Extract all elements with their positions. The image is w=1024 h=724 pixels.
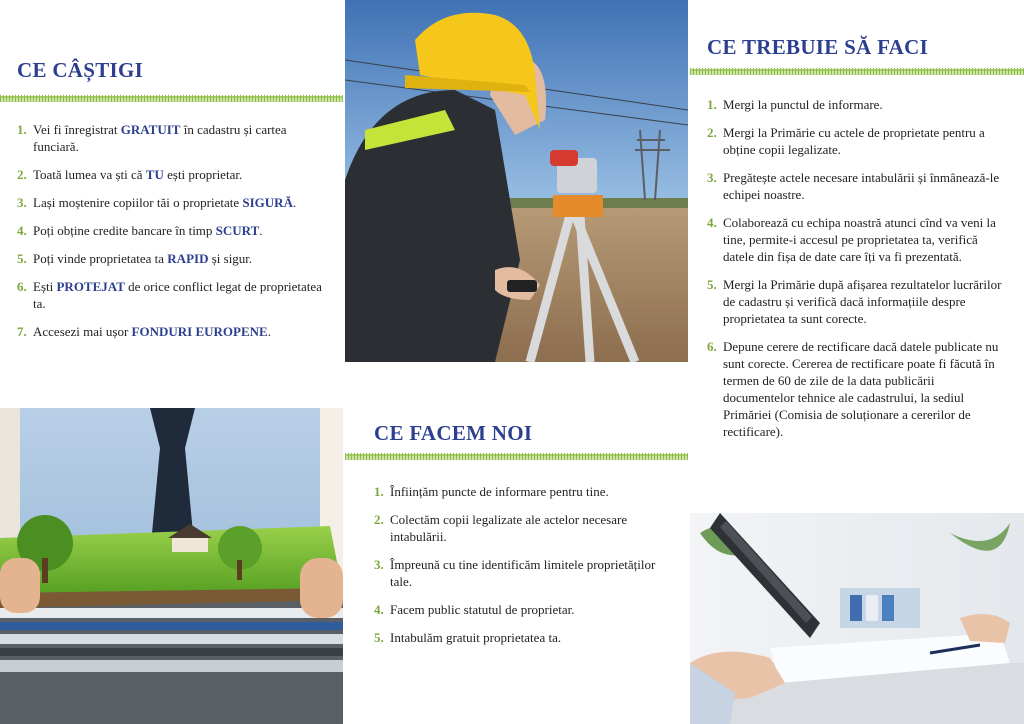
item-text: Ești [33, 279, 57, 294]
item-text: . [259, 223, 263, 238]
signing-documents-photo [690, 513, 1024, 724]
item-number: 2. [17, 167, 27, 182]
item-text: Înființăm puncte de informare pentru tine. [390, 484, 609, 499]
list-item [374, 629, 664, 646]
list-item [17, 121, 335, 155]
item-text: Intabulăm gratuit proprietatea ta. [390, 630, 562, 645]
list-item [374, 511, 664, 545]
item-number: 2. [707, 125, 717, 140]
section-title-trebuie: CE TREBUIE SĂ FACI [707, 35, 929, 59]
item-number: 3. [374, 557, 384, 572]
item-text: Vei fi înregistrat [33, 122, 121, 137]
list-item [17, 250, 335, 267]
highlight-text: TU [145, 167, 164, 182]
item-text: de orice conflict legat de proprietatea ta. [33, 279, 322, 311]
grass-divider [690, 68, 1024, 75]
item-text: . [292, 195, 297, 210]
highlight-text: SIGURĂ [242, 195, 293, 210]
item-text: Mergi la Primărie după afișarea rezultatelor lucrărilor de cadastru și verifică dacă informațiile despre proprietatea ta sunt corecte. [723, 277, 1002, 326]
item-number: 5. [17, 251, 27, 266]
item-number: 6. [17, 279, 27, 294]
surveyor-photo [345, 0, 688, 362]
list-item [707, 96, 1007, 113]
list-item [374, 601, 664, 618]
item-number: 6. [707, 339, 717, 354]
list-trebuie [707, 96, 1007, 451]
item-number: 3. [707, 170, 717, 185]
item-number: 4. [374, 602, 384, 617]
grass-divider [0, 95, 343, 102]
list-item [17, 323, 335, 340]
list-item [707, 124, 1007, 158]
item-text: și sigur. [208, 251, 253, 266]
item-number: 4. [17, 223, 27, 238]
highlight-text: RAPID [167, 251, 209, 266]
list-item [707, 169, 1007, 203]
list-item [17, 222, 335, 239]
highlight-text: SCURT [215, 223, 260, 238]
grass-divider [345, 453, 688, 460]
list-item [374, 483, 664, 500]
item-text: Facem public statutul de proprietar. [390, 602, 575, 617]
highlight-text: GRATUIT [120, 122, 181, 137]
item-number: 2. [374, 512, 384, 527]
item-number: 7. [17, 324, 27, 339]
item-text: Colectăm copii legalizate ale actelor necesare intabulării. [390, 512, 628, 544]
item-number: 1. [17, 122, 27, 137]
item-text: Pregătește actele necesare intabulării și înmânează-le echipei noastre. [723, 170, 1000, 202]
item-text: Mergi la punctul de informare. [723, 97, 883, 112]
item-text: Toată lumea va ști că [33, 167, 146, 182]
item-text: Poți vinde proprietatea ta [33, 251, 168, 266]
list-item [707, 276, 1007, 327]
item-text: Lași moștenire copiilor tăi o proprietate [33, 195, 243, 210]
list-item [707, 338, 1007, 440]
section-title-castigi: CE CÂȘTIGI [17, 58, 144, 82]
item-number: 3. [17, 195, 27, 210]
item-text: Împreună cu tine identificăm limitele proprietăților tale. [390, 557, 656, 589]
item-text: Accesezi mai ușor [33, 324, 132, 339]
item-number: 5. [707, 277, 717, 292]
list-item [17, 166, 335, 183]
land-on-documents-photo [0, 408, 343, 724]
list-item [17, 194, 335, 211]
list-item [707, 214, 1007, 265]
list-castigi [17, 121, 335, 351]
item-number: 4. [707, 215, 717, 230]
item-text: Depune cerere de rectificare dacă datele publicate nu sunt corecte. Cererea de rectificare poate fi făcută în termen de 60 de zile de la data publicării documentelor tehnice ale cadastrului, la sediul Primăriei (Comisia de soluționare a cererilor de rectificare). [723, 339, 999, 439]
section-title-facem: CE FACEM NOI [374, 421, 533, 445]
highlight-text: FONDURI EUROPENE [131, 324, 268, 339]
list-facem [374, 483, 664, 657]
list-item [17, 278, 335, 312]
item-text: în cadastru și cartea funciară. [33, 122, 287, 154]
item-text: Poți obține credite bancare în timp [33, 223, 216, 238]
item-text: Colaborează cu echipa noastră atunci cînd va veni la tine, permite-i accesul pe proprietatea ta, verifică datele din fișa de date care îți va fi prezentată. [723, 215, 996, 264]
item-number: 5. [374, 630, 384, 645]
item-number: 1. [374, 484, 384, 499]
item-text: Mergi la Primărie cu actele de proprietate pentru a obține copii legalizate. [723, 125, 985, 157]
highlight-text: PROTEJAT [56, 279, 125, 294]
list-item [374, 556, 664, 590]
item-text: ești proprietar. [163, 167, 243, 182]
item-text: . [267, 324, 271, 339]
item-number: 1. [707, 97, 717, 112]
